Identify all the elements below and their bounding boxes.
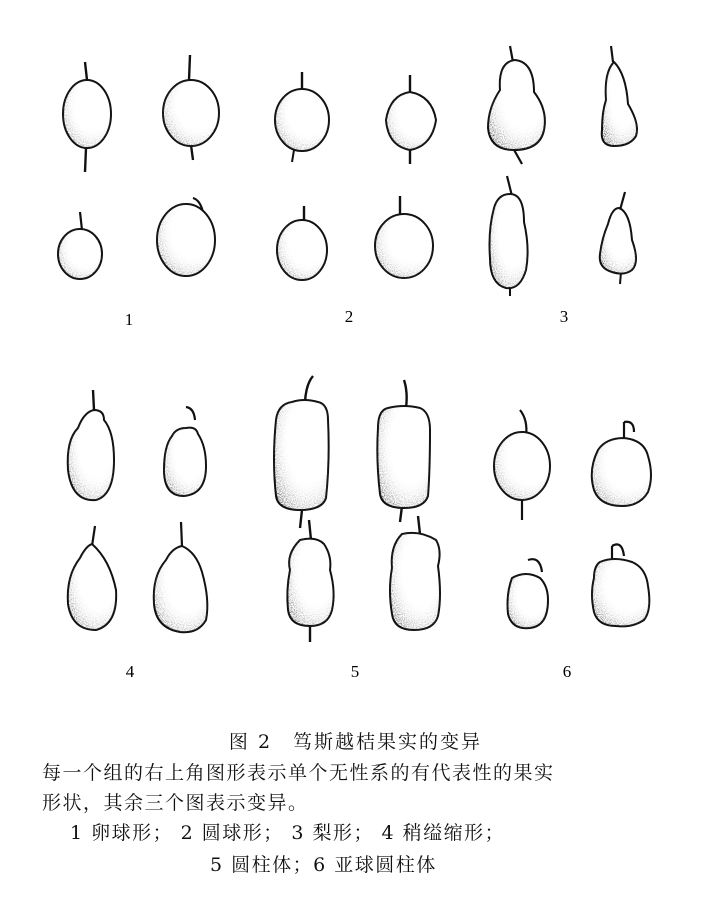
- fruit-3b: [602, 46, 637, 146]
- fruit-6b: [592, 422, 651, 506]
- fruit-2d: [375, 196, 433, 278]
- fruit-5d: [390, 516, 440, 630]
- fruit-6a: [494, 410, 550, 520]
- fruit-group-1: [58, 55, 219, 329]
- fruit-group-3: [488, 46, 637, 326]
- group-number-4: 4: [125, 662, 135, 681]
- fruit-4c: [68, 526, 116, 630]
- caption-body-line-1: 每一个组的右上角图形表示单个无性系的有代表性的果实: [42, 762, 555, 784]
- figure-caption-body: [42, 758, 682, 818]
- fruit-1d: [157, 198, 215, 276]
- fruit-3c: [490, 176, 528, 296]
- fruit-4a: [68, 390, 114, 500]
- fruit-1c: [58, 212, 102, 279]
- fruit-group-4: [68, 390, 208, 681]
- caption-legend-line-1: 1 卵球形； 2 圆球形； 3 梨形； 4 稍缢缩形；: [70, 822, 506, 844]
- fruit-4d: [154, 522, 208, 632]
- fruit-group-5: [274, 376, 440, 681]
- fruit-3d: [600, 192, 636, 284]
- fruit-2a: [275, 72, 329, 162]
- group-number-3: 3: [559, 307, 569, 326]
- group-number-2: 2: [344, 307, 354, 326]
- fruit-1a: [63, 62, 111, 172]
- caption-body-line-2: 形状，其余三个图表示变异。: [42, 792, 309, 814]
- caption-legend-line-2: 5 圆柱体；6 亚球圆柱体: [210, 854, 437, 876]
- fruit-group-6: [494, 410, 651, 681]
- fruit-5b: [377, 380, 430, 522]
- fruit-group-2: [275, 72, 436, 326]
- fruit-2b: [386, 75, 436, 164]
- group-number-6: 6: [562, 662, 572, 681]
- group-number-1: 1: [124, 310, 134, 329]
- group-number-5: 5: [350, 662, 360, 681]
- fruit-6d: [592, 544, 649, 626]
- fruit-3a: [488, 46, 545, 164]
- fruit-1b: [163, 55, 219, 160]
- fruit-4b: [164, 407, 206, 496]
- fruit-2c: [277, 206, 327, 280]
- fruit-5a: [274, 376, 329, 528]
- fruit-6c: [508, 559, 549, 628]
- figure-caption-title: 图 2 笃斯越桔果实的变异: [228, 731, 483, 753]
- fruit-5c: [287, 520, 333, 642]
